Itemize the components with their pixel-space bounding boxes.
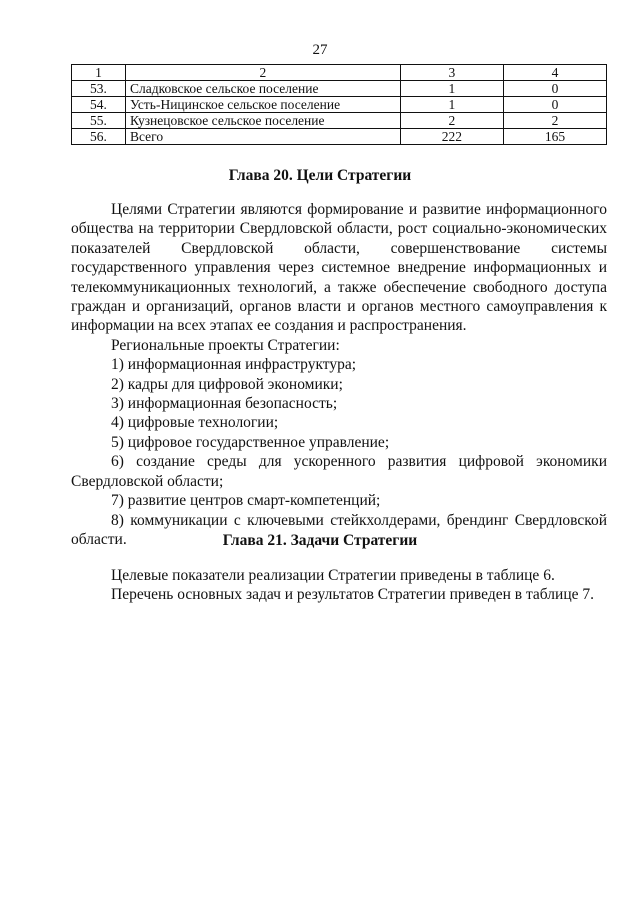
table-cell-value: 2 — [400, 113, 503, 129]
project-item: 7) развитие центров смарт-компетенций; — [111, 492, 381, 510]
chapter-20-title: Глава 20. Цели Стратегии — [228, 167, 412, 184]
table-cell-name: Кузнецовское сельское поселение — [125, 113, 400, 129]
chapter-21-line: Перечень основных задач и результатов Стратегии приведен в таблице 7. — [111, 586, 595, 604]
table-header-cell: 3 — [400, 65, 503, 81]
table-header-cell: 2 — [125, 65, 400, 81]
project-item: 4) цифровые технологии; — [111, 414, 279, 432]
table-header-cell: 4 — [503, 65, 606, 81]
table-cell-value: 222 — [400, 129, 503, 145]
table-row-total — [72, 129, 607, 145]
project-item: 1) информационная инфраструктура; — [111, 356, 357, 374]
table-row — [72, 81, 607, 97]
table-cell-name: Сладковское сельское поселение — [125, 81, 400, 97]
table-cell-value: 0 — [503, 97, 606, 113]
chapter-20-body — [71, 200, 607, 549]
goal-paragraph: Целями Стратегии являются формирование и развитие информационного общества на территории Свердловской области, рост социально-экономических показателей Свердловской области, совершенствование системы государственного управления через системное внедрение информационных и телекоммуникационных технологий, а также обеспечение свободного доступа граждан и организаций, органов власти и органов местного самоуправления к информации на всех этапах ее создания и распространения. — [71, 201, 607, 335]
table-cell-value: 0 — [503, 81, 606, 97]
page-number: 27 — [312, 42, 328, 58]
table-cell-name: Всего — [125, 129, 400, 145]
table-cell-value: 1 — [400, 81, 503, 97]
project-item: 2) кадры для цифровой экономики; — [111, 375, 343, 393]
projects-intro: Региональные проекты Стратегии: — [111, 336, 340, 354]
chapter-21-body — [71, 566, 607, 605]
table-header-row — [72, 65, 607, 81]
table-header-cell: 1 — [72, 65, 126, 81]
table-cell-value: 165 — [503, 129, 606, 145]
project-item: 3) информационная безопасность; — [111, 395, 338, 413]
table-cell-number: 56. — [72, 129, 126, 145]
table-cell-number: 54. — [72, 97, 126, 113]
project-item: 5) цифровое государственное управление; — [111, 433, 390, 451]
data-table — [71, 64, 607, 145]
table-row — [72, 113, 607, 129]
project-item: 6) создание среды для ускоренного развития цифровой экономики Свердловской области; — [71, 453, 607, 490]
table-cell-name: Усть-Ницинское сельское поселение — [125, 97, 400, 113]
table-row — [72, 97, 607, 113]
chapter-21-title: Глава 21. Задачи Стратегии — [222, 532, 418, 549]
table-cell-number: 55. — [72, 113, 126, 129]
chapter-21-line: Целевые показатели реализации Стратегии приведены в таблице 6. — [111, 567, 555, 584]
table-cell-value: 2 — [503, 113, 606, 129]
project-item: 8) коммуникации с ключевыми стейкхолдерами, брендинг Свердловской области. — [71, 511, 607, 548]
table-cell-value: 1 — [400, 97, 503, 113]
table-cell-number: 53. — [72, 81, 126, 97]
